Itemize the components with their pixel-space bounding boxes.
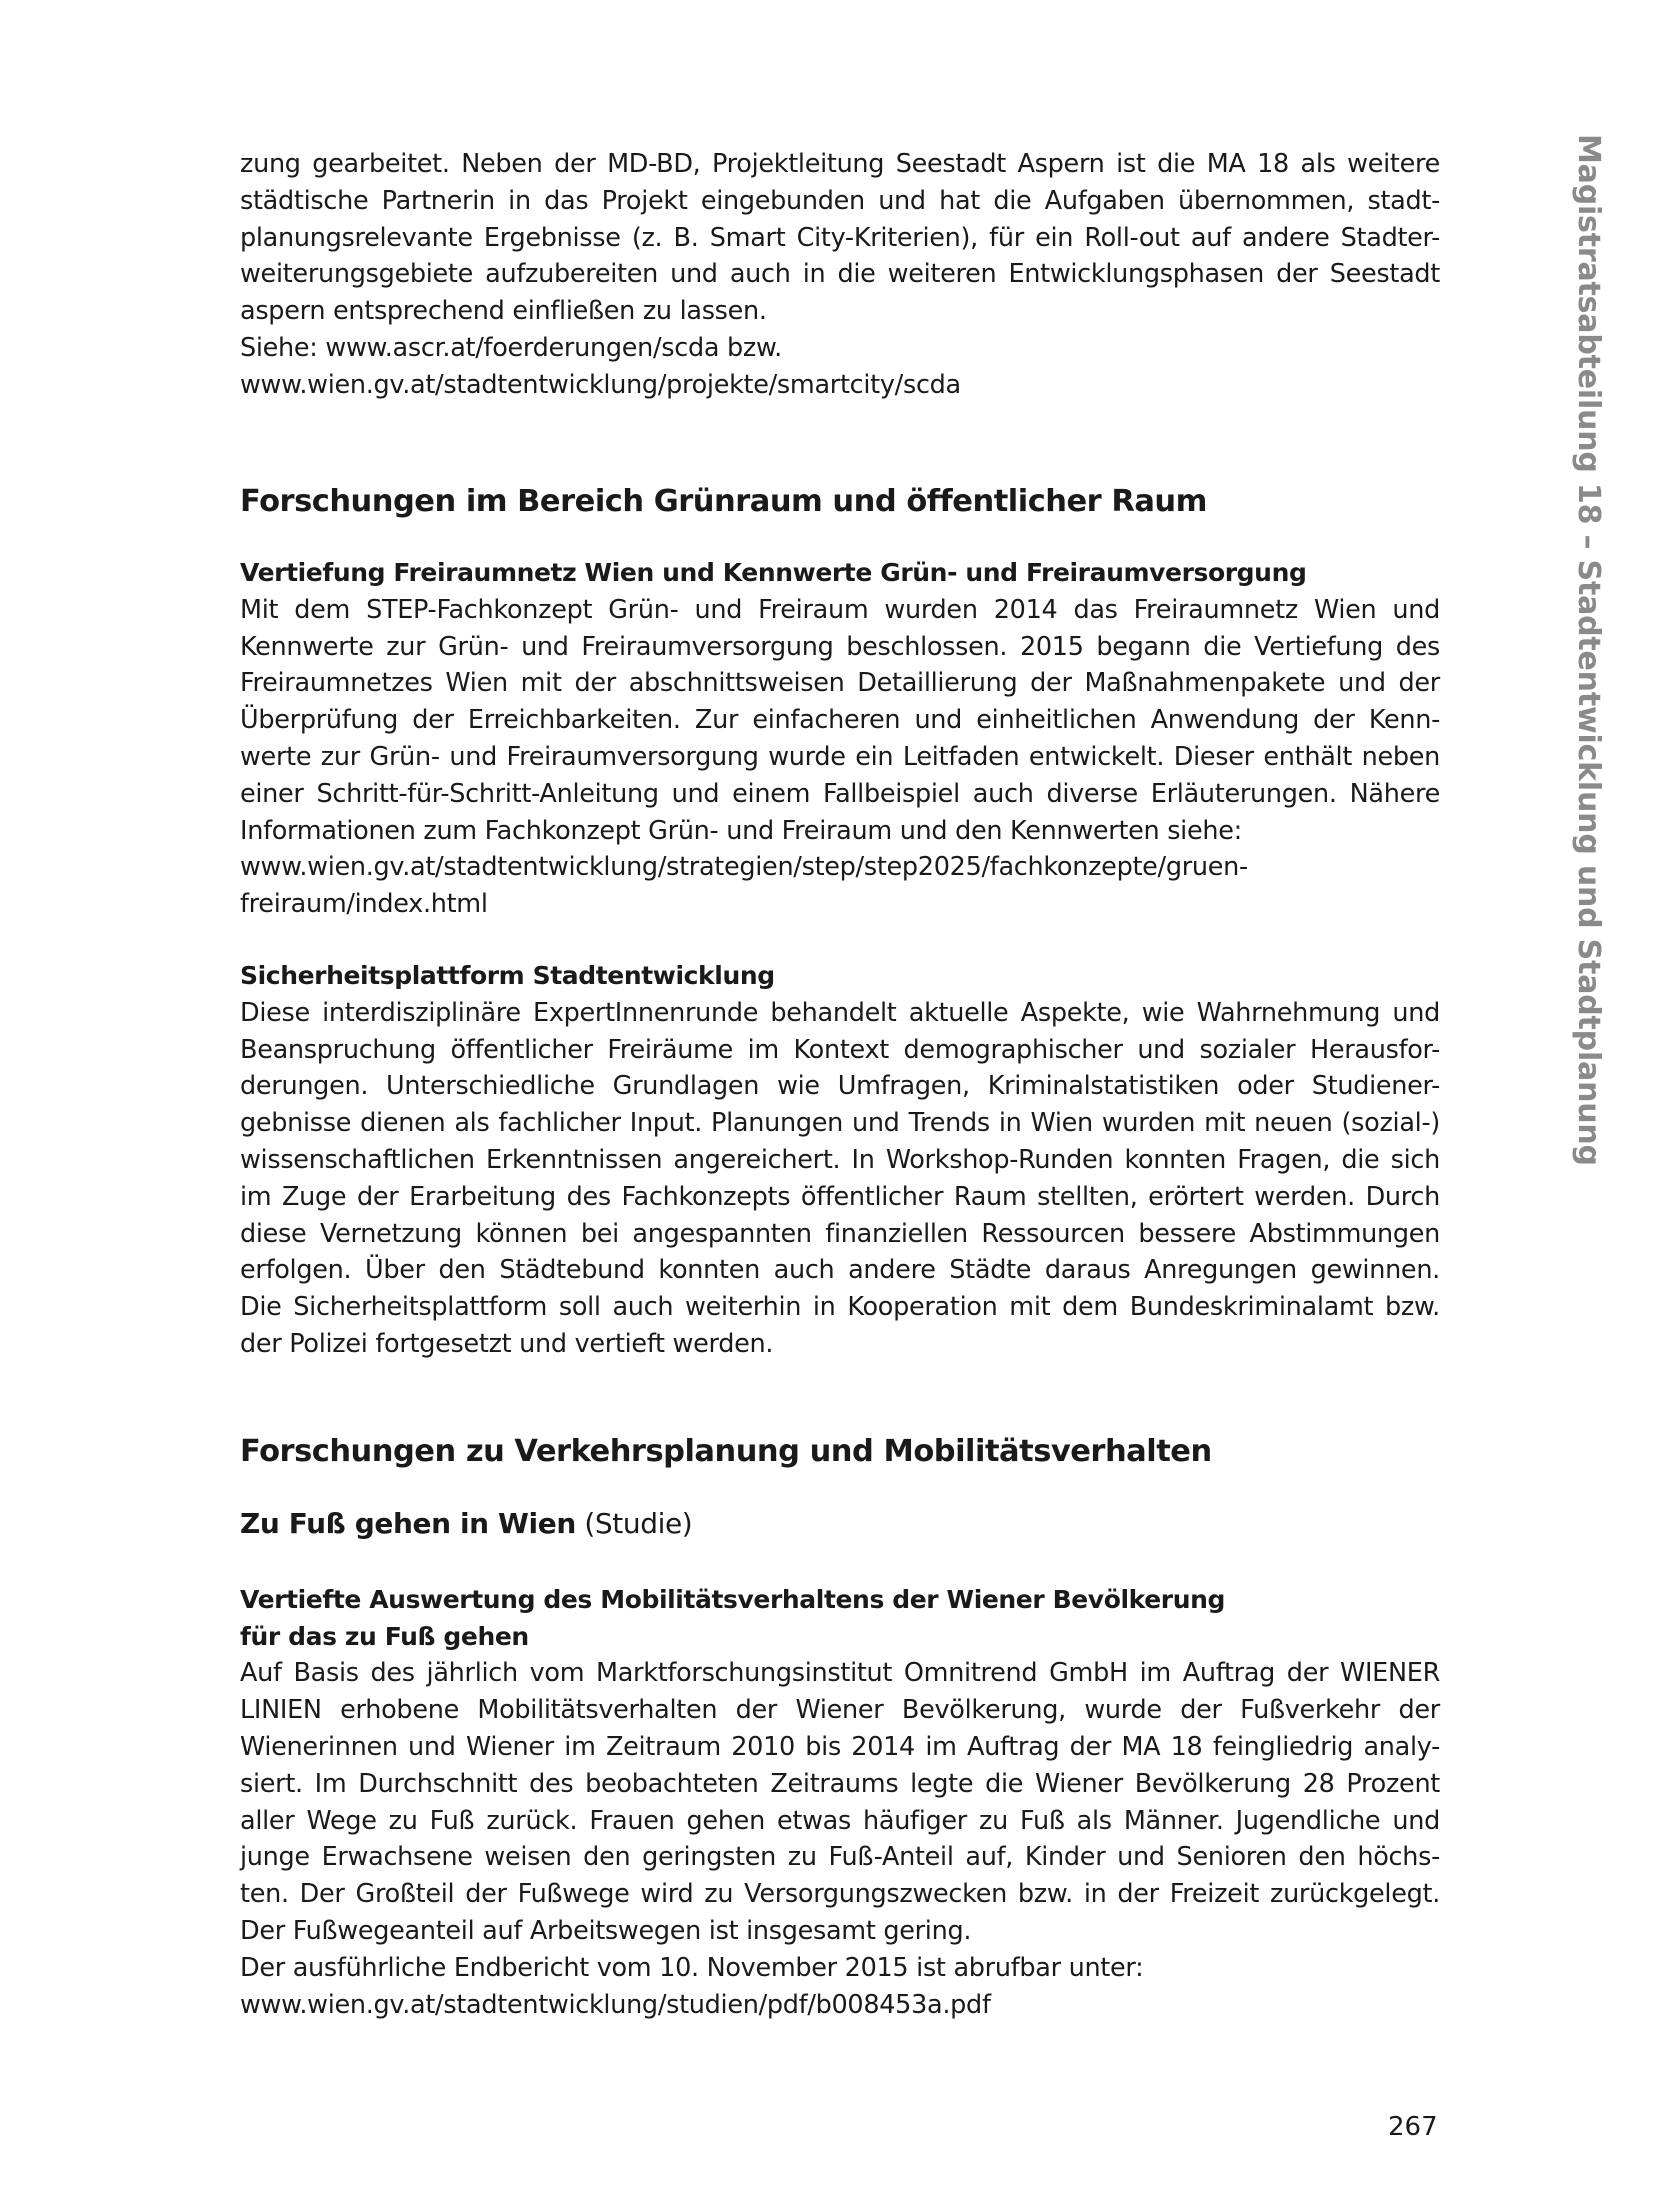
study-title: Zu Fuß gehen in Wien	[240, 1506, 576, 1540]
freiraumnetz-paragraph	[240, 592, 1440, 923]
text-line: Informationen zum Fachkonzept Grün- und Freiraum und den Kennwerten siehe:	[240, 815, 1242, 846]
text-line: ten. Der Großteil der Fußwege wird zu Versorgungszwecken bzw. in der Freizeit zurückgelegt.	[240, 1879, 1440, 1910]
text-line: siert. Im Durchschnitt des beobachteten Zeitraums legte die Wiener Bevölkerung 28 Prozent	[240, 1768, 1440, 1799]
text-line: zung gearbeitet. Neben der MD-BD, Projektleitung Seestadt Aspern ist die MA 18 als weitere	[240, 149, 1440, 179]
study-suffix: (Studie)	[575, 1506, 693, 1540]
text-line: Diese interdisziplinäre ExpertInnenrunde behandelt aktuelle Aspekte, wie Wahrnehmung und	[240, 997, 1440, 1028]
link-text[interactable]: www.wien.gv.at/stadtentwicklung/strategien/step/step2025/fachkonzepte/gruen-	[240, 852, 1248, 883]
text-line: aspern entsprechend einfließen zu lassen.	[240, 296, 767, 327]
text-line: Mit dem STEP-Fachkonzept Grün- und Freiraum wurden 2014 das Freiraumnetz Wien und	[240, 594, 1440, 625]
text-line: derungen. Unterschiedliche Grundlagen wie Umfragen, Kriminalstatistiken oder Studiener-	[240, 1071, 1440, 1102]
link-text[interactable]: www.wien.gv.at/stadtentwicklung/projekte/smartcity/scda	[240, 369, 961, 400]
subheading-freiraumnetz: Vertiefung Freiraumnetz Wien und Kennwerte Grün- und Freiraumversorgung	[240, 558, 1307, 587]
subheading-mobilitaet	[240, 1582, 1440, 1656]
page-number: 267	[1388, 2112, 1438, 2142]
intro-paragraph	[240, 146, 1440, 404]
page-content	[240, 146, 1440, 2023]
mobilitaet-paragraph	[240, 1655, 1440, 2023]
subheading-line: für das zu Fuß gehen	[240, 1621, 529, 1651]
text-line: Der ausführliche Endbericht vom 10. November 2015 ist abrufbar unter:	[240, 1952, 1144, 1983]
text-line: städtische Partnerin in das Projekt eingebunden und hat die Aufgaben übernommen, stadt-	[240, 185, 1440, 216]
section-heading-verkehrsplanung: Forschungen zu Verkehrsplanung und Mobilitätsverhalten	[240, 1433, 1212, 1469]
text-line: Der Fußwegeanteil auf Arbeitswegen ist insgesamt gering.	[240, 1915, 972, 1946]
text-line: im Zuge der Erarbeitung des Fachkonzepts öffentlicher Raum stellten, erörtert werden. Durch	[240, 1181, 1440, 1212]
text-line: erfolgen. Über den Städtebund konnten auch andere Städte daraus Anregungen gewinnen.	[240, 1255, 1440, 1286]
text-line: aller Wege zu Fuß zurück. Frauen gehen etwas häufiger zu Fuß als Männer. Jugendliche und	[240, 1805, 1440, 1836]
text-line: Die Sicherheitsplattform soll auch weiterhin in Kooperation mit dem Bundeskriminalamt bzw.	[240, 1292, 1440, 1323]
link-text[interactable]: www.wien.gv.at/stadtentwicklung/studien/pdf/b008453a.pdf	[240, 1989, 991, 2020]
text-line: Kennwerte zur Grün- und Freiraumversorgung beschlossen. 2015 begann die Vertiefung des	[240, 631, 1440, 662]
text-line: der Polizei fortgesetzt und vertieft werden.	[240, 1328, 774, 1359]
chapter-sidebar-label: Magistratsabteilung 18 – Stadtentwicklung und Stadtplanung	[1571, 134, 1606, 1166]
section-heading-gruenraum: Forschungen im Bereich Grünraum und öffentlicher Raum	[240, 484, 1207, 519]
text-line: weiterungsgebiete aufzubereiten und auch in die weiteren Entwicklungsphasen der Seestadt	[240, 259, 1440, 290]
text-line: LINIEN erhobene Mobilitätsverhalten der Wiener Bevölkerung, wurde der Fußverkehr der	[240, 1695, 1440, 1726]
text-line: Auf Basis des jährlich vom Marktforschungsinstitut Omnitrend GmbH im Auftrag der WIENER	[240, 1658, 1440, 1689]
text-line: wissenschaftlichen Erkenntnissen angereichert. In Workshop-Runden konnten Fragen, die sich	[240, 1144, 1440, 1175]
text-line: Überprüfung der Erreichbarkeiten. Zur einfacheren und einheitlichen Anwendung der Kenn-	[240, 705, 1440, 736]
study-heading	[240, 1504, 1440, 1544]
text-line: gebnisse dienen als fachlicher Input. Planungen und Trends in Wien wurden mit neuen (sozial-)	[240, 1108, 1440, 1139]
sicherheitsplattform-paragraph	[240, 995, 1440, 1363]
text-line: Siehe: www.ascr.at/foerderungen/scda bzw.	[240, 332, 782, 363]
text-line: Freiraumnetzes Wien mit der abschnittsweisen Detaillierung der Maßnahmenpakete und der	[240, 668, 1440, 699]
text-line: einer Schritt-für-Schritt-Anleitung und einem Fallbeispiel auch diverse Erläuterungen. Nähere	[240, 778, 1440, 809]
text-line: Beanspruchung öffentlicher Freiräume im Kontext demographischer und sozialer Herausfor-	[240, 1034, 1440, 1065]
text-line: junge Erwachsene weisen den geringsten zu Fuß-Anteil auf, Kinder und Senioren den höchs-	[240, 1842, 1440, 1873]
text-line: diese Vernetzung können bei angespannten finanziellen Ressourcen bessere Abstimmungen	[240, 1218, 1440, 1249]
link-text[interactable]: freiraum/index.html	[240, 889, 488, 920]
subheading-sicherheitsplattform: Sicherheitsplattform Stadtentwicklung	[240, 960, 775, 990]
text-line: Wienerinnen und Wiener im Zeitraum 2010 bis 2014 im Auftrag der MA 18 feingliedrig analy-	[240, 1731, 1440, 1762]
text-line: werte zur Grün- und Freiraumversorgung wurde ein Leitfaden entwickelt. Dieser enthält neben	[240, 741, 1440, 772]
subheading-line: Vertiefte Auswertung des Mobilitätsverhaltens der Wiener Bevölkerung	[240, 1584, 1225, 1614]
text-line: planungsrelevante Ergebnisse (z. B. Smart City-Kriterien), für ein Roll-out auf andere Stadter-	[240, 222, 1440, 253]
